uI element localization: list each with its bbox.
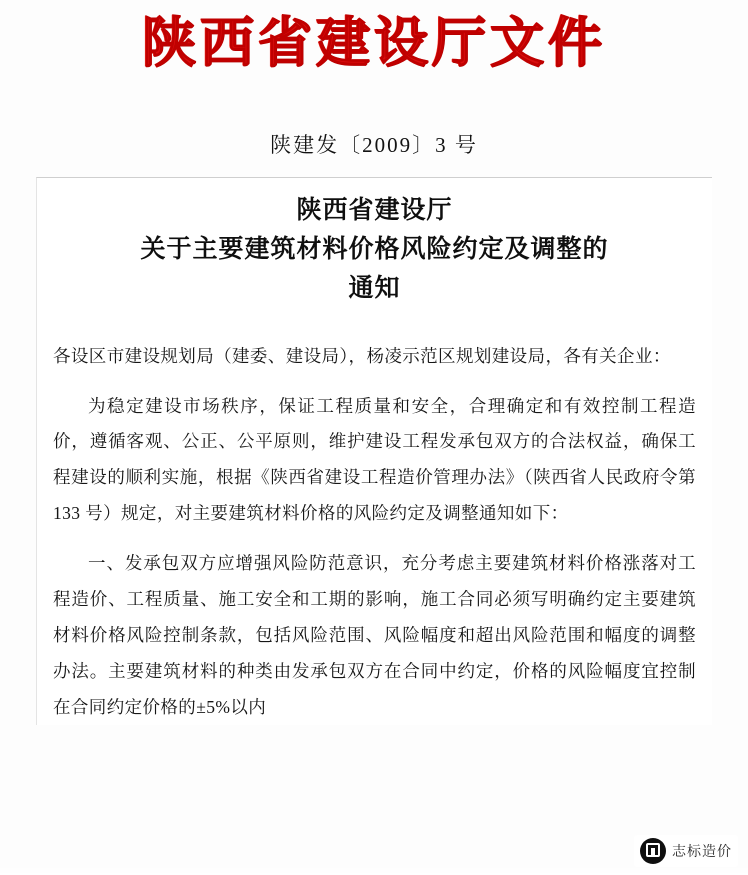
watermark	[634, 835, 738, 867]
document-title-line-1: 陕西省建设厅	[296, 197, 453, 225]
document-paragraph-1: 为稳定建设市场秩序，保证工程质量和安全，合理确定和有效控制工程造价，遵循客观、公正、公平原则，维护建设工程发承包双方的合法权益，确保工程建设的顺利实施，根据《陕西省建设工程造价管理办法》（陕西省人民政府令第 133 号）规定，对主要建筑材料价格的风险约定及调整通知如下：	[53, 395, 696, 524]
document-number: 陕建发〔2009〕3 号	[270, 133, 478, 158]
document-title-line-3: 通知	[348, 274, 401, 302]
document-title-line-2: 关于主要建筑材料价格风险约定及调整的	[140, 236, 609, 264]
book-logo-icon	[640, 838, 666, 864]
issuing-authority-banner: 陕西省建设厅文件	[142, 13, 606, 73]
document-title	[53, 192, 696, 308]
watermark-label: 志标造价	[672, 843, 732, 859]
document-body	[36, 177, 712, 725]
document-header	[0, 0, 748, 73]
document-salutation: 各设区市建设规划局（建委、建设局），杨凌示范区规划建设局，各有关企业：	[53, 345, 671, 366]
document-paragraph-2: 一、发承包双方应增强风险防范意识，充分考虑主要建筑材料价格涨落对工程造价、工程质量、施工安全和工期的影响，施工合同必须写明确约定主要建筑材料价格风险控制条款，包括风险范围、风险幅度和超出风险范围和幅度的调整办法。主要建筑材料的种类由发承包双方在合同中约定，价格的风险幅度宜控制在合同约定价格的±5%以内	[53, 553, 696, 717]
